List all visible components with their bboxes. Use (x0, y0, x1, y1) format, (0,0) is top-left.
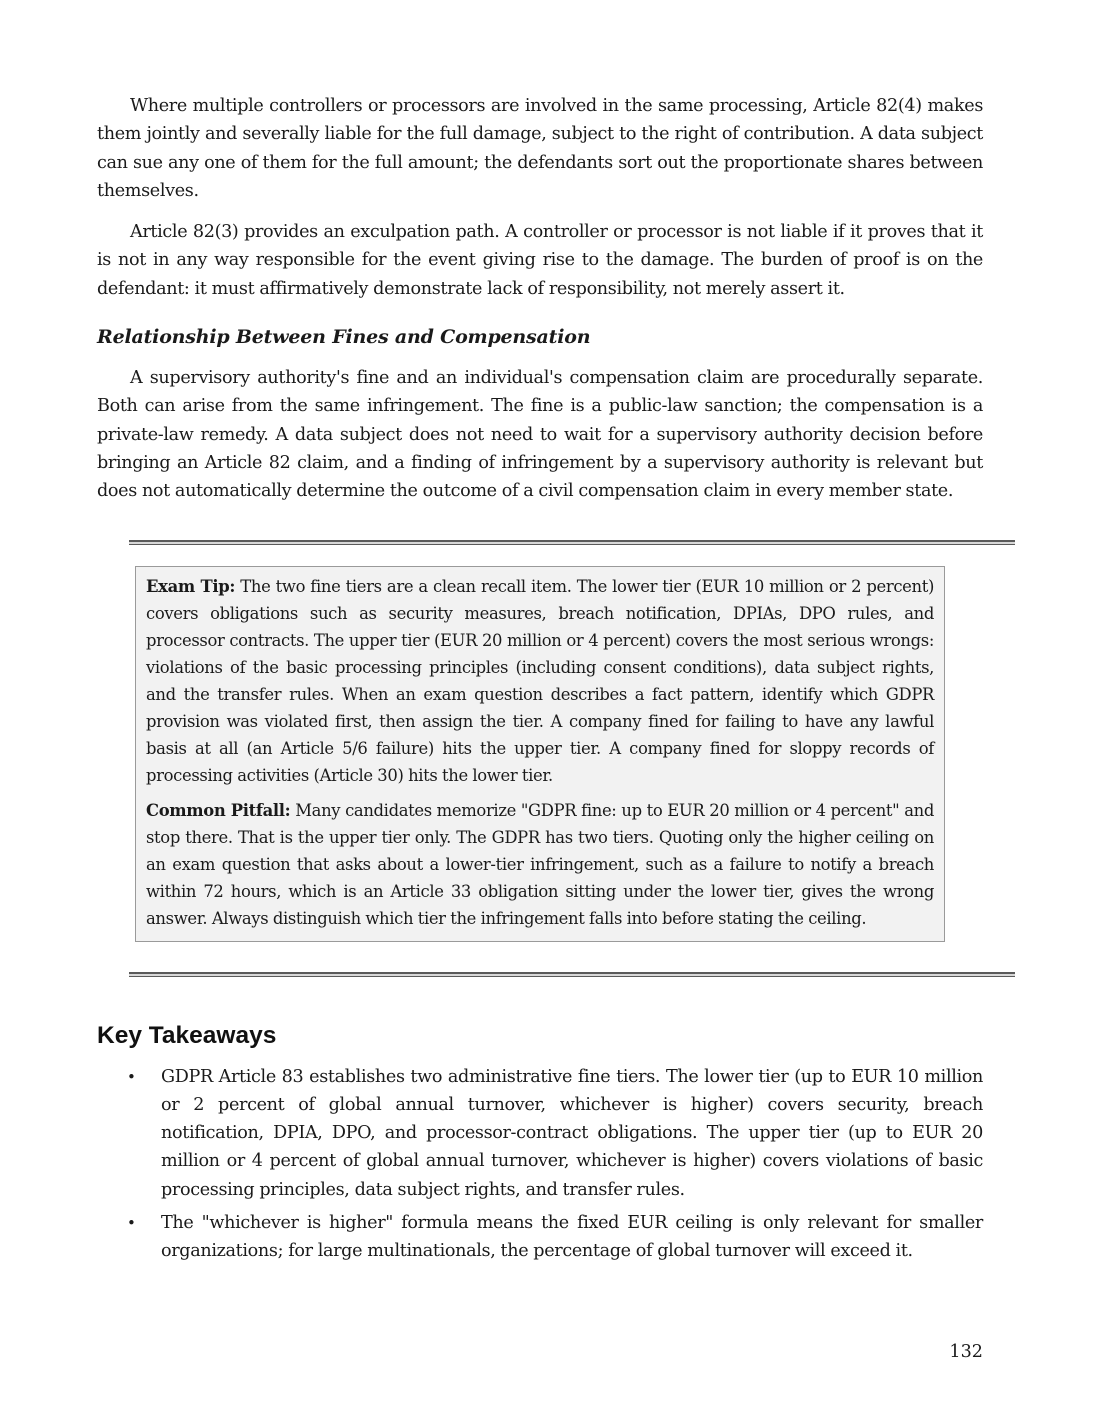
list-item (97, 1063, 983, 1204)
key-takeaways-heading: Key Takeaways (97, 1021, 277, 1049)
paragraph-fines-vs-compensation: A supervisory authority's fine and an individual's compensation claim are procedurally separate. Both can arise from the same infringement. The fine is a public-law sanction; the compensation is a private-law remedy. A data subject does not need to wait for a supervisory authority decision before bringing an Article 82 claim, and a finding of infringement by a supervisory authority is relevant but does not automatically determine the outcome of a civil compensation claim in every member state. (97, 368, 983, 502)
list-item (97, 1209, 983, 1266)
callout-top-rule (129, 540, 1015, 545)
pitfall-label: Common Pitfall: (146, 800, 291, 820)
pitfall-paragraph (146, 797, 934, 932)
bullet-icon: • (127, 1214, 136, 1233)
callout-bottom-rule (129, 972, 1015, 977)
paragraph-joint-liability: Where multiple controllers or processors are involved in the same processing, Article 82(4) makes them jointly and severally liable for the full damage, subject to the right of contribution. A data subject can sue any one of them for the full amount; the defendants sort out the proportionate shares between themselves. (97, 96, 983, 201)
takeaway-text: GDPR Article 83 establishes two administrative fine tiers. The lower tier (up to EUR 10 million or 2 percent of global annual turnover, whichever is higher) covers security, breach notification, DPIA, DPO, and processor-contract obligations. The upper tier (up to EUR 20 million or 4 percent of global annual turnover, whichever is higher) covers violations of basic processing principles, data subject rights, and transfer rules. (161, 1066, 983, 1200)
exam-tip-text: The two fine tiers are a clean recall item. The lower tier (EUR 10 million or 2 percent) covers obligations such as security measures, breach notification, DPIAs, DPO rules, and processor contracts. The upper tier (EUR 20 million or 4 percent) covers the most serious wrongs: violations of the basic processing principles (including consent conditions), data subject rights, and the transfer rules. When an exam question describes a fact pattern, identify which GDPR provision was violated first, then assign the tier. A company fined for failing to have any lawful basis at all (an Article 5/6 failure) hits the upper tier. A company fined for sloppy records of processing activities (Article 30) hits the lower tier. (146, 576, 935, 785)
key-takeaways-list (97, 1063, 983, 1266)
exam-tip-label: Exam Tip: (146, 576, 236, 596)
paragraph-exculpation: Article 82(3) provides an exculpation path. A controller or processor is not liable if it proves that it is not in any way responsible for the event giving rise to the damage. The burden of proof is on the defendant: it must affirmatively demonstrate lack of responsibility, not merely assert it. (97, 222, 983, 299)
exam-tip-paragraph (146, 573, 934, 789)
section-heading: Relationship Between Fines and Compensation (97, 326, 591, 349)
page-number: 132 (949, 1342, 983, 1362)
pitfall-text: Many candidates memorize "GDPR fine: up to EUR 20 million or 4 percent" and stop there. That is the upper tier only. The GDPR has two tiers. Quoting only the higher ceiling on an exam question that asks about a lower-tier infringement, such as a failure to notify a breach within 72 hours, which is an Article 33 obligation sitting under the lower tier, gives the wrong answer. Always distinguish which tier the infringement falls into before stating the ceiling. (146, 800, 935, 928)
takeaway-text: The "whichever is higher" formula means the fixed EUR ceiling is only relevant for smaller organizations; for large multinationals, the percentage of global turnover will exceed it. (161, 1213, 983, 1262)
bullet-icon: • (127, 1067, 136, 1086)
exam-tip-callout (135, 566, 945, 942)
page-content (97, 92, 983, 1271)
